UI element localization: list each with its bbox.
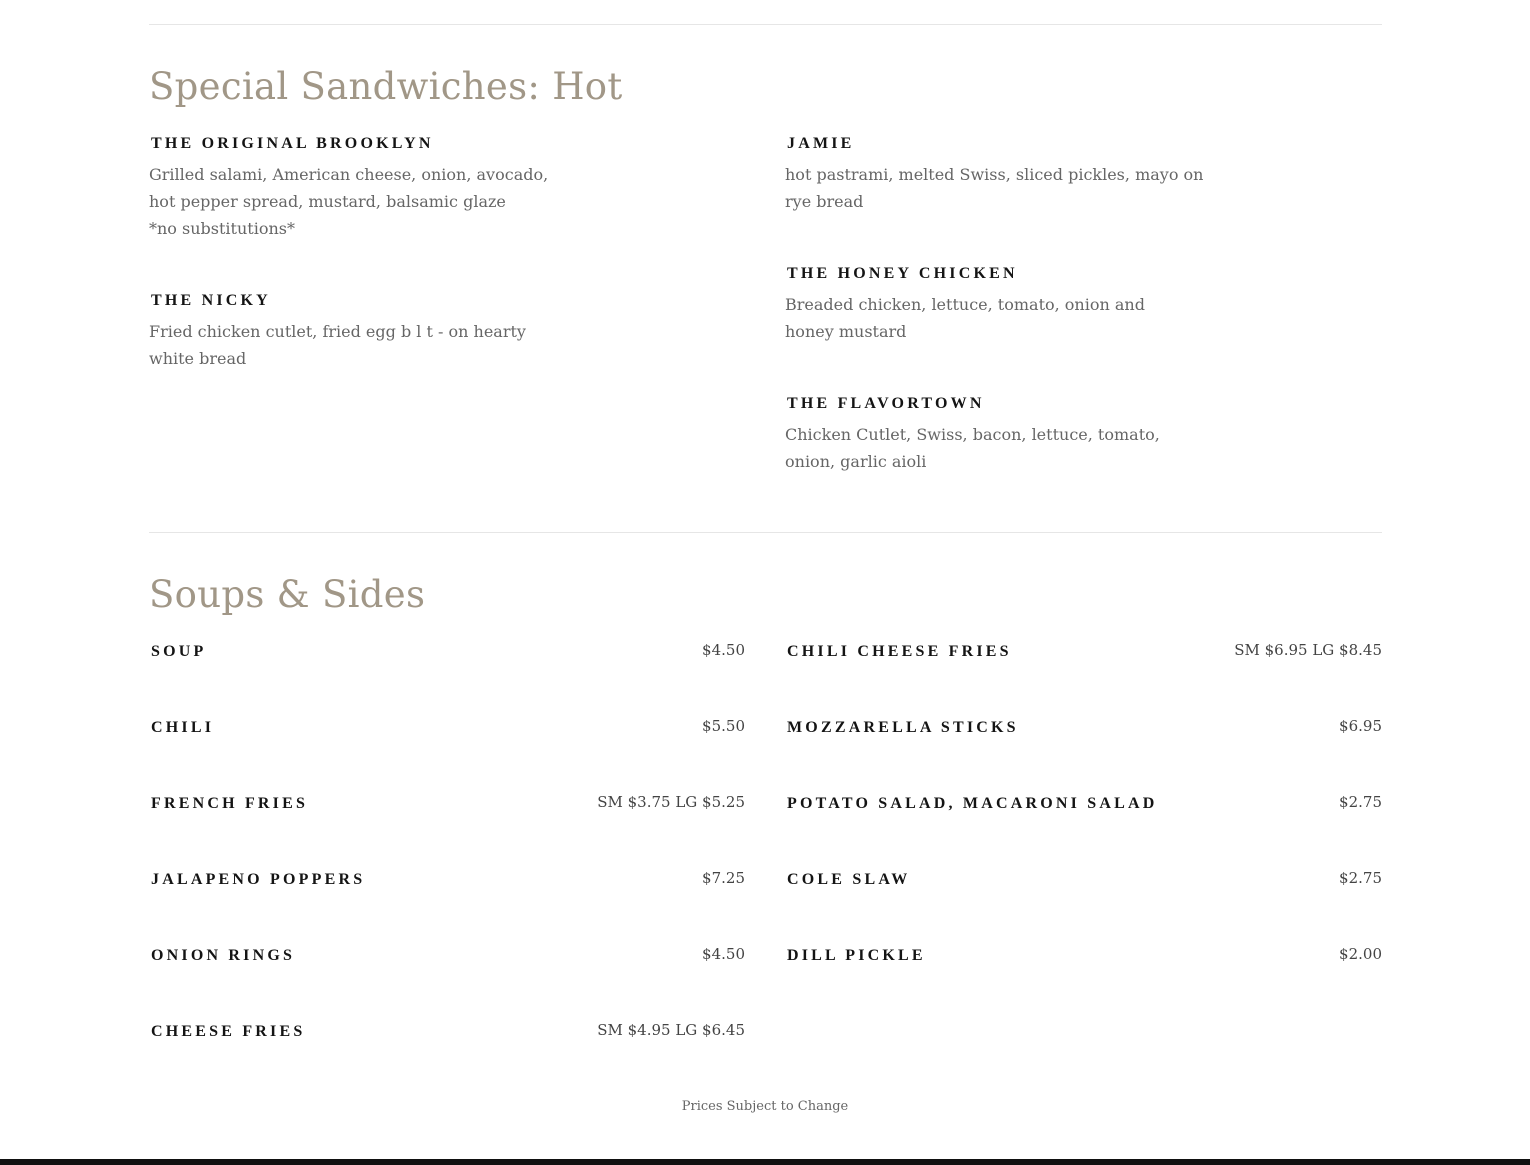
side-item-name: CHILI CHEESE FRIES [787,643,1012,660]
side-item-price: SM $3.75 LG $5.25 [597,793,745,811]
side-item-price: SM $6.95 LG $8.45 [1234,641,1382,659]
side-item-name: SOUP [151,643,207,660]
menu-item-name: THE HONEY CHICKEN [787,265,1018,282]
side-item-price: SM $4.95 LG $6.45 [597,1021,745,1039]
side-item [149,643,745,665]
side-item-price: $2.75 [1339,869,1382,887]
side-item-name: DILL PICKLE [787,947,926,964]
side-item-price: $2.00 [1339,945,1382,963]
side-item-price: $5.50 [702,717,745,735]
menu-item-description: Grilled salami, American cheese, onion, avocado, hot pepper spread, mustard, balsamic glaze *no substitutions* [149,165,549,238]
prices-note: Prices Subject to Change [681,1099,849,1114]
side-item-name: MOZZARELLA STICKS [787,719,1019,736]
side-item [149,871,745,893]
section-title-hot-sandwiches: Special Sandwiches: Hot [149,65,623,108]
side-item-name: CHILI [151,719,215,736]
menu-item-name: THE ORIGINAL BROOKLYN [151,135,434,152]
side-item-price: $7.25 [702,869,745,887]
menu-item-name: THE NICKY [151,292,271,309]
section-divider [149,532,1382,533]
side-item [785,643,1382,665]
section-title-soups-sides: Soups & Sides [149,573,426,616]
side-item-name: JALAPENO POPPERS [151,871,366,888]
side-item [149,795,745,817]
menu-item-description: Chicken Cutlet, Swiss, bacon, lettuce, tomato, onion, garlic aioli [785,425,1160,471]
bottom-bar [0,1159,1530,1165]
menu-item-description: Fried chicken cutlet, fried egg b l t - on hearty white bread [149,322,526,368]
side-item-name: POTATO SALAD, MACARONI SALAD [787,795,1158,812]
side-item-price: $2.75 [1339,793,1382,811]
menu-item-name: THE FLAVORTOWN [787,395,985,412]
side-item-price: $4.50 [702,945,745,963]
menu-item-description: Breaded chicken, lettuce, tomato, onion and honey mustard [785,295,1145,341]
side-item [785,795,1382,817]
side-item-price: $6.95 [1339,717,1382,735]
menu-item-name: JAMIE [787,135,855,152]
side-item-name: FRENCH FRIES [151,795,309,812]
side-item-name: ONION RINGS [151,947,296,964]
side-item-name: CHEESE FRIES [151,1023,306,1040]
side-item [149,1023,745,1045]
side-item-price: $4.50 [702,641,745,659]
side-item [785,871,1382,893]
side-item [785,719,1382,741]
side-item [785,947,1382,969]
side-item [149,947,745,969]
menu-item-description: hot pastrami, melted Swiss, sliced pickles, mayo on rye bread [785,165,1204,211]
top-divider [149,24,1382,25]
side-item-name: COLE SLAW [787,871,911,888]
side-item [149,719,745,741]
